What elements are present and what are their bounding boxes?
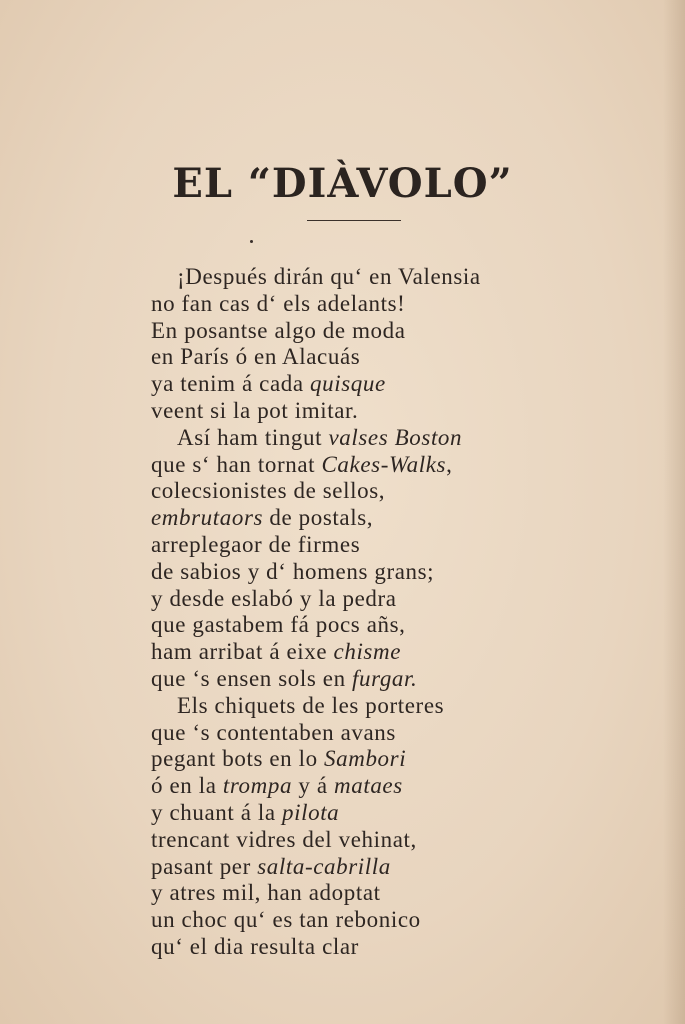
italic-text: furgar. — [352, 665, 418, 691]
line-text: Els chiquets de les porteres — [177, 692, 445, 718]
italic-text: mataes — [334, 773, 403, 799]
line-text: ham arribat á eixe — [151, 639, 334, 665]
line-text: que s‘ han tornat — [151, 451, 322, 477]
line-text: pegant bots en lo — [151, 746, 325, 772]
poem-line — [151, 880, 621, 907]
line-text: no fan cas d‘ els adelants! — [151, 290, 406, 316]
line-text: de postals, — [263, 505, 374, 531]
line-text: arreplegaor de firmes — [151, 531, 361, 557]
poem-line — [151, 264, 621, 291]
poem-line — [151, 693, 621, 720]
line-text: y desde eslabó y la pedra — [151, 585, 397, 611]
line-text: , — [446, 451, 453, 477]
italic-text: quisque — [310, 371, 386, 397]
poem-line — [151, 371, 621, 398]
line-text: un choc qu‘ es tan rebonico — [151, 907, 421, 933]
poem-line — [151, 773, 621, 800]
line-text: pasant per — [151, 853, 258, 879]
italic-text: salta-cabrilla — [257, 853, 391, 879]
line-text: veent si la pot imitar. — [151, 397, 359, 423]
line-text: que gastabem fá pocs añs, — [151, 612, 406, 638]
poem-line — [151, 639, 621, 666]
ink-speck — [250, 240, 253, 243]
italic-text: valses Boston — [328, 424, 463, 450]
line-text: en París ó en Alacuás — [151, 344, 361, 370]
poem-line — [151, 666, 621, 693]
poem-line — [151, 291, 621, 318]
line-text: y á — [292, 773, 335, 799]
line-text: de sabios y d‘ homens grans; — [151, 558, 435, 584]
italic-text: trompa — [222, 773, 293, 799]
poem-line — [151, 532, 621, 559]
poem-line — [151, 398, 621, 425]
line-text: ó en la — [151, 773, 223, 799]
poem-line — [151, 318, 621, 345]
italic-text: Sambori — [324, 746, 407, 772]
italic-text: chisme — [333, 639, 401, 665]
italic-text: embrutaors — [151, 505, 264, 531]
line-text: y chuant á la — [151, 799, 283, 825]
line-text: y atres mil, han adoptat — [151, 880, 381, 906]
poem-line — [151, 452, 621, 479]
poem-line — [151, 586, 621, 613]
line-text: trencant vidres del vehinat, — [151, 826, 417, 852]
poem-line — [151, 907, 621, 934]
line-text: que ‘s ensen sols en — [151, 665, 353, 691]
poem-line — [151, 478, 621, 505]
poem-line — [151, 854, 621, 881]
italic-text: pilota — [282, 799, 340, 825]
poem-line — [151, 344, 621, 371]
poem-line — [151, 505, 621, 532]
poem-line — [151, 720, 621, 747]
line-text: colecsionistes de sellos, — [151, 478, 386, 504]
page-edge-shadow — [663, 0, 685, 1024]
line-text: En posantse algo de moda — [151, 317, 406, 343]
page-title: EL “DIÀVOLO” — [172, 160, 513, 207]
poem-line — [151, 800, 621, 827]
line-text: que ‘s contentaben avans — [151, 719, 396, 745]
italic-text: Cakes-Walks — [321, 451, 447, 477]
poem-line — [151, 559, 621, 586]
poem-body — [151, 264, 621, 961]
line-text: qu‘ el dia resulta clar — [151, 933, 359, 959]
title-underline — [307, 220, 401, 221]
poem-line — [151, 746, 621, 773]
poem-line — [151, 612, 621, 639]
line-text: ya tenim á cada — [151, 371, 311, 397]
line-text: ¡Después dirán qu‘ en Valensia — [177, 264, 481, 289]
line-text: Así ham tingut — [177, 424, 329, 450]
poem-line — [151, 827, 621, 854]
poem-line — [151, 425, 621, 452]
poem-line — [151, 934, 621, 961]
